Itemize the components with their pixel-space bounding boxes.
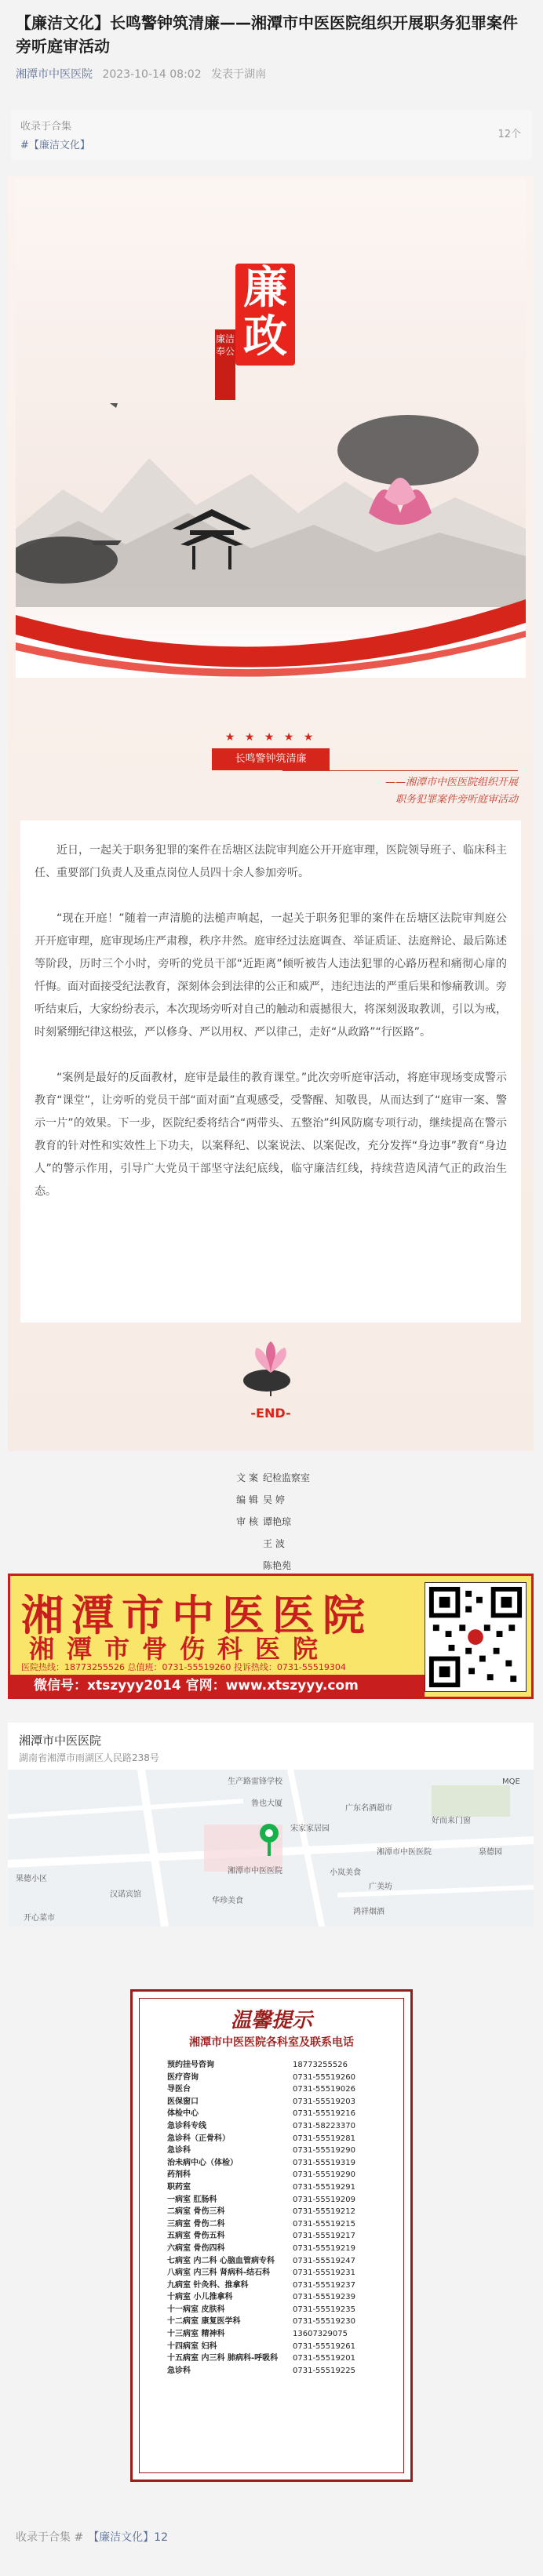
footer-label: 收录于合集 # [16,2531,84,2544]
department-name: 急诊科 [167,2366,191,2375]
department-phone: 13607329075 [293,2330,348,2339]
subtitle-line-1: ——湘潭市中医医院组织开展 [384,777,518,788]
collection-card[interactable] [11,110,532,160]
department-phone: 0731-55519230 [293,2317,355,2327]
account-name-link[interactable]: 湘潭市中医医院 [16,68,93,81]
map-label: 广美坊 [369,1883,392,1891]
map-label: 生产路雷锋学校 [228,1777,282,1786]
banner-hospital-name-2: 湘潭市骨伤科医院 [29,1634,331,1664]
department-phone: 0731-55519291 [293,2182,355,2192]
map-label: 湘潭市中医医院 [228,1867,282,1876]
credit-value: 谭艳琼 [263,1516,292,1527]
map-label: 华珍美食 [212,1897,243,1905]
notice-row [167,2255,403,2268]
notice-row [167,2230,403,2243]
credits-block [0,1467,543,1577]
department-name: 八病室 内三科 肾病科-结石科 [167,2269,271,2278]
notice-row [167,2169,403,2181]
department-phone: 0731-55519216 [293,2109,355,2119]
notice-row [167,2133,403,2145]
footer-tag[interactable]: 【廉洁文化】12 [88,2531,169,2544]
department-name: 一病室 肛肠科 [167,2195,217,2204]
article-body [20,820,521,1323]
department-name: 急诊科 [167,2146,191,2156]
department-phone: 0731-55519026 [293,2085,355,2094]
credit-row [0,1511,543,1533]
department-name: 职药室 [167,2182,191,2192]
department-phone: 0731-58223370 [293,2121,355,2130]
collection-label: 收录于合集 [20,121,72,133]
poster-ribbon: 长鸣警钟筑清廉 [212,748,330,770]
department-name: 药剂科 [167,2170,191,2180]
map-label: 湘潭市中医医院 [377,1848,432,1857]
article-poster [8,176,534,1451]
department-phone-notice [130,1989,413,2482]
department-name: 体检中心 [167,2109,199,2119]
department-name: 急诊科专线 [167,2121,206,2130]
department-name: 治未病中心（体检） [167,2158,238,2167]
department-phone: 0731-55519247 [293,2256,355,2265]
notice-row [167,2279,403,2292]
map-label: 果德小区 [16,1875,47,1883]
department-phone: 18773255526 [293,2061,348,2069]
paragraph-1: 近日，一起关于职务犯罪的案件在岳塘区法院审判庭公开开庭审理，医院领导班子、临床科主任、重要部门负责人及重点岗位人员四十余人参加旁听。 [35,844,507,879]
department-phone: 0731-55519239 [293,2293,355,2302]
department-name: 十病室 小儿推拿科 [167,2293,233,2302]
department-phone: 0731-55519212 [293,2207,355,2217]
department-phone: 0731-55519209 [293,2195,355,2204]
location-address: 湖南省湘潭市雨湖区人民路238号 [19,1752,159,1763]
article-meta [16,66,272,82]
notice-row [167,2120,403,2133]
poster-subtitle [282,770,518,809]
notice-row [167,2059,403,2072]
subtitle-line-2: 职务犯罪案件旁听庭审活动 [395,794,518,806]
credit-row [0,1489,543,1511]
department-name: 十二病室 康复医学科 [167,2317,241,2327]
notice-row [167,2243,403,2255]
notice-subtitle: 湘潭市中医医院各科室及联系电话 [189,2036,354,2049]
department-phone: 0731-55519260 [293,2072,355,2082]
notice-row [167,2267,403,2279]
notice-row [167,2108,403,2120]
notice-row [167,2365,403,2378]
hospital-banner [8,1574,534,1699]
department-phone: 0731-55519235 [293,2305,355,2314]
collection-count: 12个 [497,129,521,140]
map-label: 小岚美食 [330,1868,361,1877]
notice-row [167,2328,403,2341]
credit-key: 文 案 [236,1472,258,1483]
department-phone: 0731-55519231 [293,2269,355,2278]
article-title: 【廉洁文化】长鸣警钟筑清廉——湘潭市中医医院组织开展职务犯罪案件旁听庭审活动 [16,13,518,56]
department-name: 十五病室 内三科 肺病科-呼吸科 [167,2354,279,2363]
lianzheng-emblem: 廉政 [235,264,295,366]
notice-row [167,2352,403,2365]
department-phone: 0731-55519237 [293,2280,355,2290]
department-name: 六病室 骨伤四科 [167,2243,225,2253]
notice-row [167,2341,403,2353]
department-phone: 0731-55519290 [293,2170,355,2180]
department-name: 导医台 [167,2085,191,2094]
map-label: 汉诺宾馆 [110,1890,141,1899]
end-mark: -END- [250,1406,291,1421]
department-phone: 0731-55519201 [293,2354,355,2363]
decorative-stars: ★ ★ ★ ★ ★ [224,731,317,744]
notice-row [167,2145,403,2157]
notice-row [167,2218,403,2231]
footer-collection[interactable] [16,2529,168,2545]
notice-row [167,2304,403,2316]
credit-key: 审 核 [236,1516,258,1527]
paragraph-3: “案例是最好的反面教材，庭审是最佳的教育课堂。”此次旁听庭审活动，将庭审现场变成警示教育“课堂”，让旁听的党员干部“面对面”直观感受，受警醒、知敬畏，从而达到了“庭审一案、警示一片”的效果。下一步，医院纪委将结合“两带头、五整治”纠风防腐专项行动，继续提高在警示教育的针对性和实效性上下功夫，以案释纪、以案说法、以案促改，充分发挥“身边事”教育“身边人”的警示作用，引导广大党员干部坚守法纪底线，临守廉洁红线，持续营造风清气正的政治生态。 [35,1072,507,1198]
map-label: 泉德园 [479,1848,502,1857]
location-name: 湘潭市中医医院 [19,1734,102,1748]
credit-row [0,1533,543,1555]
notice-table [167,2059,403,2377]
department-name: 医保窗口 [167,2097,199,2106]
red-wave-decoration [16,576,526,678]
department-name: 七病室 内二科 心脑血管病专科 [167,2256,275,2265]
department-name: 九病室 针灸科、推拿科 [167,2280,249,2290]
notice-row [167,2316,403,2328]
notice-row [167,2157,403,2170]
department-name: 三病室 骨伤二科 [167,2219,225,2229]
notice-row [167,2206,403,2218]
notice-title: 温馨提示 [230,2009,312,2032]
department-name: 医疗咨询 [167,2072,199,2082]
banner-wechat-web: 微信号：xtszyyy2014 官网：www.xtszyyy.com [10,1675,425,1697]
notice-row [167,2291,403,2304]
department-name: 预约挂号咨询 [167,2061,214,2069]
department-name: 二病室 骨伤三科 [167,2207,225,2217]
department-phone: 0731-55519261 [293,2341,355,2351]
department-phone: 0731-55519203 [293,2097,355,2106]
department-phone: 0731-55519225 [293,2366,355,2375]
department-phone: 0731-55519290 [293,2146,355,2156]
map-label: 鸿祥烟酒 [353,1908,384,1916]
department-name: 急诊科（正骨科） [167,2134,230,2143]
credit-key: 编 辑 [236,1494,258,1505]
department-name: 十四病室 妇科 [167,2341,217,2351]
ink-landscape-illustration [16,356,526,607]
banner-hospital-name: 湘潭市中医医院 [21,1590,373,1640]
map-label: 好而来门窗 [432,1817,471,1825]
location-card[interactable] [8,1723,534,1927]
qr-code-icon [425,1582,527,1692]
credit-row [0,1467,543,1489]
credit-value: 陈艳苑 [263,1560,292,1571]
map-view[interactable] [8,1770,534,1927]
publish-date: 2023-10-14 08:02 [102,68,202,81]
map-label: 开心菜市 [24,1914,55,1923]
notice-row [167,2072,403,2084]
department-phone: 0731-55519281 [293,2134,355,2143]
map-label: MQE [502,1777,520,1786]
banner-phones: 医院热线：18773255526 总值班：0731-55519260 投诉热线：0731-55519304 [21,1662,346,1672]
collection-tag[interactable]: #【廉洁文化】 [20,140,90,151]
credit-key [224,1533,263,1555]
lotus-icon [231,1333,310,1404]
department-phone: 0731-55519217 [293,2232,355,2241]
notice-row [167,2096,403,2108]
department-name: 十一病室 皮肤科 [167,2305,225,2314]
paragraph-2: “现在开庭！”随着一声清脆的法槌声响起，一起关于职务犯罪的案件在岳塘区法院审判庭公开开庭审理，庭审现场庄严肃穆，秩序井然。庭审经过法庭调查、举证质证、法庭辩论、最后陈述等阶段，历时三个小时，旁听的党员干部“近距离”倾听被告人违法犯罪的心路历程和痛彻心扉的忏悔。面对面接受纪法教育，深刻体会到法律的公正和威严，违纪违法的严重后果和惨痛教训。旁听结束后，大家纷纷表示，本次现场旁听对自己的触动和震撼很大，将深刻汲取教训，引以为戒，时刻紧绷纪律这根弦，严以修身、严以用权、严以律己，走好“从政路”“行医路”。 [35,912,507,1039]
map-pin-icon [257,1821,281,1856]
publish-location: 发表于湖南 [211,68,267,81]
lianjie-seal: 廉洁奉公 [215,329,235,400]
map-label: 宋家家居园 [290,1825,330,1833]
department-name: 十三病室 精神科 [167,2330,225,2339]
credit-value: 纪检监察室 [263,1472,311,1483]
department-phone: 0731-55519215 [293,2219,355,2229]
notice-row [167,2194,403,2207]
map-label: 广东名酒超市 [345,1804,392,1813]
notice-row [167,2181,403,2194]
department-phone: 0731-55519219 [293,2243,355,2253]
department-name: 五病室 骨伤五科 [167,2232,225,2241]
credit-value: 吴 婷 [263,1494,285,1505]
notice-row [167,2083,403,2096]
department-phone: 0731-55519319 [293,2158,355,2167]
map-label: 鲁也大厦 [251,1799,282,1808]
credit-value: 王 波 [263,1538,285,1549]
